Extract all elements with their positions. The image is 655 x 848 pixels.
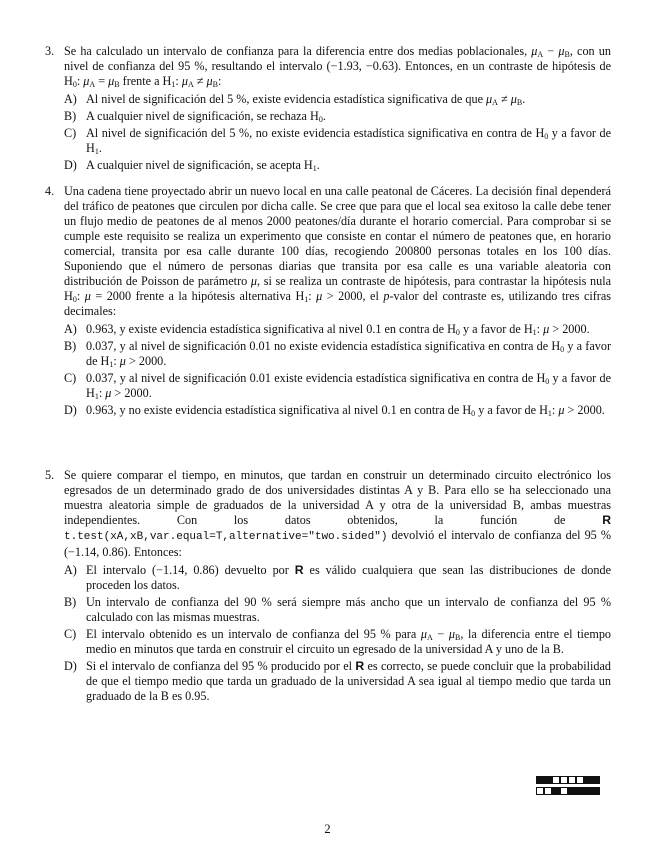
empty-square	[568, 776, 576, 784]
page-number: 2	[324, 822, 331, 836]
options-list	[64, 322, 611, 418]
question-number: 3.	[45, 44, 55, 58]
question-stem: Una cadena tiene proyectado abrir un nuevo local en una calle peatonal de Cáceres. La decisión final dependerá del tráfico de peatones que circulen por dicha calle. Se cree que para que el local sea exitoso la calle debe tener un flujo medio de peatones de al menos 2000 peatones/día durante el horario comercial. Para comprobar si se cumple este requisito se realiza un experimento que consiste en contar el número de peatones que, en horario comercial, transita por esa calle durante 100 días, recogiendo 200800 personas totales en los 100 días. Suponiendo que el número de personas diarias que transita por esa calle es una variable aleatoria con distribución de Poisson de parámetro μ, si se realiza un contraste de hipótesis, para contrastar la hipótesis nula $H_0$: μ = 2000 frente a la hipótesis alternativa $H_1$: μ > 2000, el p-valor del contraste es, utilizando tres cifras decimales:	[64, 184, 612, 318]
option-label: B)	[64, 595, 77, 609]
filled-square	[576, 787, 584, 795]
option-label: A)	[64, 322, 77, 336]
option-text: 0.037, y al nivel de significación 0.01 no existe evidencia estadística significativa en contra de $H_0$ y a favor de $H_1$: μ > 2000.	[86, 339, 612, 369]
empty-square	[552, 776, 560, 784]
filled-square	[568, 787, 576, 795]
filled-square	[592, 776, 600, 784]
option-text: 0.963, y no existe evidencia estadística significativa al nivel 0.1 en contra de $H_0$ y a favor de $H_1$: μ > 2000.	[86, 403, 605, 418]
option-label: C)	[64, 126, 77, 140]
option-label: B)	[64, 109, 77, 123]
option-d[interactable]	[64, 158, 611, 173]
filled-square	[592, 787, 600, 795]
option-text: Si el intervalo de confianza del 95 % producido por el R es correcto, se puede concluir que la probabilidad de que el tiempo medio que tarda un graduado de la universidad A sea igual al tiempo medio que tarda un graduado de la B es 0.95.	[86, 659, 611, 703]
option-text: A cualquier nivel de significación, se rechaza $H_0$.	[86, 109, 326, 124]
options-list	[64, 92, 611, 173]
question-4	[45, 184, 611, 420]
option-text: 0.037, y al nivel de significación 0.01 existe evidencia estadística significativa en contra de $H_0$ y a favor de $H_1$: μ > 2000.	[86, 371, 611, 401]
empty-square	[560, 787, 568, 795]
options-list	[64, 563, 611, 704]
question-number: 5.	[45, 468, 55, 482]
option-label: B)	[64, 339, 77, 353]
grid-row	[536, 776, 600, 785]
option-d[interactable]	[64, 659, 611, 704]
filled-square	[536, 776, 544, 784]
question-3	[45, 44, 611, 175]
filled-square	[584, 776, 592, 784]
option-label: D)	[64, 659, 77, 673]
option-d[interactable]	[64, 403, 611, 418]
option-c[interactable]	[64, 126, 611, 156]
option-a[interactable]	[64, 322, 611, 337]
option-label: C)	[64, 371, 77, 385]
empty-square	[536, 787, 544, 795]
option-text: El intervalo (−1.14, 0.86) devuelto por R es válido cualquiera que sean las distribuciones de donde proceden los datos.	[86, 563, 611, 592]
option-text: Un intervalo de confianza del 90 % será siempre más ancho que un intervalo de confianza del 95 % calculado con las mismas muestras.	[86, 595, 611, 624]
option-label: C)	[64, 627, 77, 641]
option-a[interactable]	[64, 563, 611, 593]
question-stem: Se ha calculado un intervalo de confianza para la diferencia entre dos medias poblacionales, $\mu_A - \mu_B$, con un nivel de confianza del 95 %, resultando el intervalo (−1.93, −0.63). Entonces, en un contraste de hipótesis de $H_0$: $\mu_A = \mu_B$ frente a $H_1$: $\mu_A \ne \mu_B$:	[64, 44, 611, 89]
option-b[interactable]	[64, 339, 611, 369]
option-label: D)	[64, 403, 77, 417]
option-b[interactable]	[64, 109, 611, 124]
empty-square	[560, 776, 568, 784]
option-label: A)	[64, 92, 77, 106]
option-text: A cualquier nivel de significación, se acepta $H_1$.	[86, 158, 320, 173]
option-text: 0.963, y existe evidencia estadística significativa al nivel 0.1 en contra de $H_0$ y a favor de $H_1$: μ > 2000.	[86, 322, 590, 337]
option-label: A)	[64, 563, 77, 577]
empty-square	[576, 776, 584, 784]
option-c[interactable]	[64, 627, 611, 657]
option-text: Al nivel de significación del 5 %, existe evidencia estadística significativa de que $\mu_A \ne \mu_B$.	[86, 92, 526, 107]
option-text: El intervalo obtenido es un intervalo de confianza del 95 % para $\mu_A - \mu_B$, la diferencia entre el tiempo medio en minutos que tarda en construir el circuito un egresado de la universidad A y uno de la B.	[86, 627, 612, 656]
option-b[interactable]	[64, 595, 611, 625]
question-5	[45, 468, 611, 706]
grid-row	[536, 787, 600, 796]
filled-square	[544, 776, 552, 784]
question-stem: Se quiere comparar el tiempo, en minutos, que tardan en construir un determinado circuito electrónico los egresados de un determinado grado de dos universidades distintas A y B. Para ello se ha seleccionado una muestra aleatoria simple de graduados de la universidad A y otra de la universidad B, ambas muestras independientes. Con los datos obtenidos, la función de R t.test(xA,xB,var.equal=T,alternative="two.sided") devolvió el intervalo de confianza del 95 % (−1.14, 0.86). Entonces:	[64, 468, 611, 559]
option-a[interactable]	[64, 92, 611, 107]
question-number: 4.	[45, 184, 55, 198]
answer-id-grid	[536, 776, 600, 798]
option-text: Al nivel de significación del 5 %, no existe evidencia estadística significativa en contra de $H_0$ y a favor de $H_1$.	[86, 126, 611, 156]
option-c[interactable]	[64, 371, 611, 401]
filled-square	[552, 787, 560, 795]
filled-square	[584, 787, 592, 795]
empty-square	[544, 787, 552, 795]
option-label: D)	[64, 158, 77, 172]
